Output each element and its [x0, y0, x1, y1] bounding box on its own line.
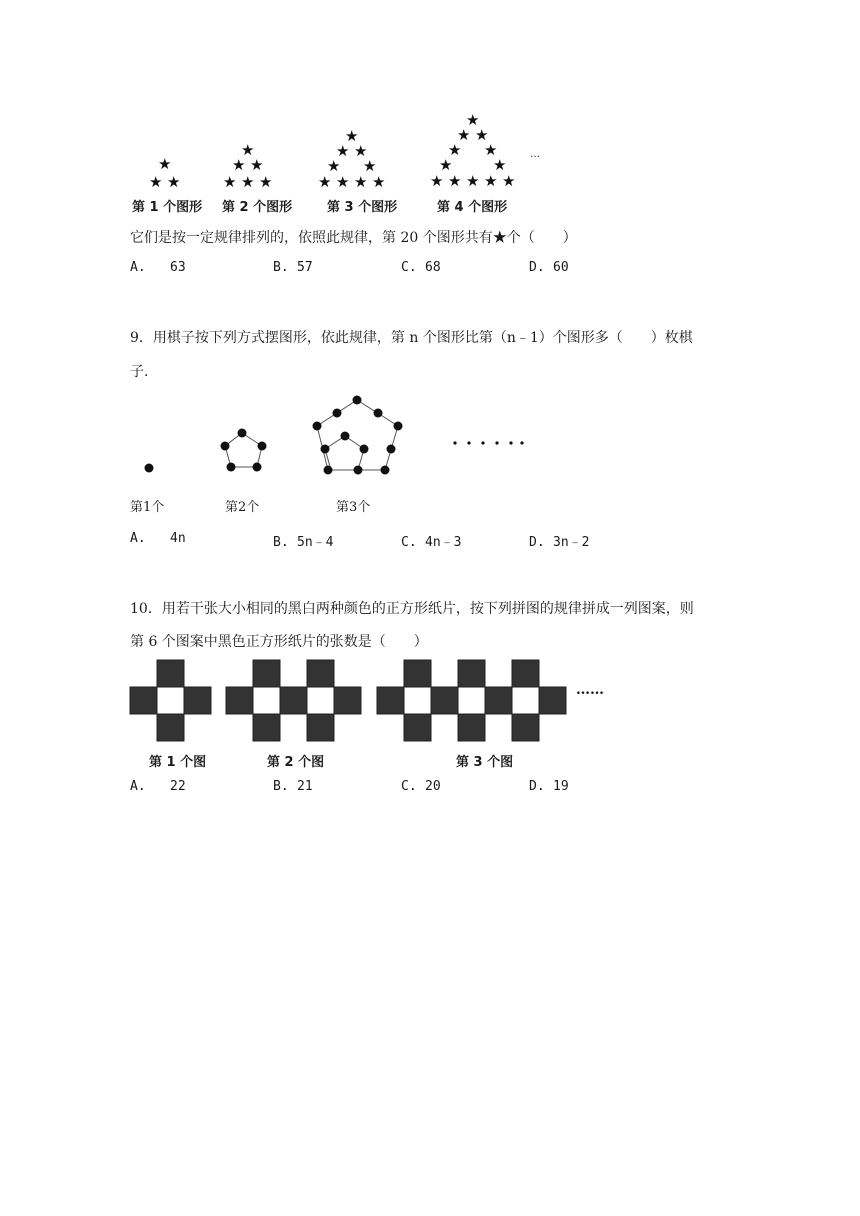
star-icon: ★: [158, 155, 172, 173]
tile-figure-2: [226, 660, 361, 741]
star-icon: ★: [484, 172, 498, 190]
option-a[interactable]: [130, 779, 186, 794]
star-icon: ★: [149, 173, 163, 191]
black-tile: [226, 687, 253, 714]
star-icon: ★: [167, 173, 181, 191]
option-d[interactable]: [529, 779, 569, 794]
figure-caption: 第 3 个图: [456, 755, 514, 770]
star-icon: ★: [336, 173, 350, 191]
star-icon: ★: [250, 156, 264, 174]
star-icon: ★: [336, 142, 350, 160]
option-label: B.: [273, 535, 289, 550]
black-tile: [157, 660, 184, 687]
star-icon: ★: [457, 126, 471, 144]
question-stem-continued: 第 6 个图案中黑色正方形纸片的张数是（ ）: [130, 634, 428, 650]
black-tile: [157, 714, 184, 741]
black-tile: [334, 687, 361, 714]
option-label: A.: [130, 531, 146, 546]
star-icon: ★: [241, 173, 255, 191]
option-label: C.: [401, 260, 417, 275]
star-icon: ★: [363, 157, 377, 175]
white-tile: [253, 687, 280, 714]
black-tile: [253, 714, 280, 741]
black-tile: [539, 687, 566, 714]
star-icon: ★: [466, 111, 480, 129]
option-label: D.: [529, 779, 545, 794]
star-icon: ★: [448, 141, 462, 159]
black-tile: [307, 714, 334, 741]
option-label: B.: [273, 260, 289, 275]
question-stem: 它们是按一定规律排列的，依照此规律，第 20 个图形共有★个（ ）: [130, 230, 577, 246]
question-stem: 10．用若干张大小相同的黑白两种颜色的正方形纸片，按下列拼图的规律拼成一列图案，则: [130, 601, 694, 617]
option-c[interactable]: [401, 779, 441, 794]
option-value: 21: [297, 779, 313, 794]
star-icon: ★: [318, 173, 332, 191]
figure-ellipsis: ……: [576, 682, 604, 698]
option-b[interactable]: [273, 779, 313, 794]
white-tile: [458, 687, 485, 714]
star-icon: ★: [354, 173, 368, 191]
option-value: 57: [297, 260, 313, 275]
star-icon: ★: [448, 172, 462, 190]
tile-figure-1: [130, 660, 211, 741]
black-tile: [307, 660, 334, 687]
option-label: D.: [529, 260, 545, 275]
star-icon: ★: [241, 141, 255, 159]
star-icon: ★: [223, 173, 237, 191]
option-value: 60: [553, 260, 569, 275]
black-tile: [404, 714, 431, 741]
star-icon: ★: [354, 142, 368, 160]
black-tile: [253, 660, 280, 687]
option-value: 22: [170, 779, 186, 794]
option-value: 19: [553, 779, 569, 794]
white-tile: [307, 687, 334, 714]
white-tile: [512, 687, 539, 714]
figure-caption: 第2个: [225, 500, 260, 515]
white-tile: [157, 687, 184, 714]
figure-caption: 第 4 个图形: [437, 200, 508, 215]
option-label: A.: [130, 779, 146, 794]
star-icon: ★: [439, 156, 453, 174]
black-tile: [512, 714, 539, 741]
figure-caption: 第1个: [130, 500, 165, 515]
option-label: B.: [273, 779, 289, 794]
star-icon: ★: [327, 157, 341, 175]
star-icon: ★: [372, 173, 386, 191]
figure-caption: 第 2 个图: [267, 755, 325, 770]
black-tile: [377, 687, 404, 714]
question-stem: 9．用棋子按下列方式摆图形，依此规律，第 n 个图形比第（n﹣1）个图形多（ ）枚棋: [130, 330, 693, 346]
star-icon: ★: [466, 172, 480, 190]
white-tile: [404, 687, 431, 714]
option-value: 68: [425, 260, 441, 275]
black-tile: [130, 687, 157, 714]
star-icon: ★: [430, 172, 444, 190]
tile-figure-3: [377, 660, 566, 741]
black-tile: [404, 660, 431, 687]
figure-caption: 第 1 个图形: [132, 200, 203, 215]
option-label: C.: [401, 779, 417, 794]
star-icon: ★: [493, 156, 507, 174]
star-icon: ★: [475, 126, 489, 144]
star-icon: ★: [232, 156, 246, 174]
option-value: 3n﹣2: [553, 535, 590, 550]
black-tile: [458, 660, 485, 687]
option-label: C.: [401, 535, 417, 550]
black-tile: [280, 687, 307, 714]
question-stem-continued: 子.: [130, 364, 149, 380]
option-value: 63: [170, 260, 186, 275]
black-tile: [485, 687, 512, 714]
figure-ellipsis: …: [530, 149, 540, 160]
option-value: 4n﹣3: [425, 535, 462, 550]
figure-caption: 第 3 个图形: [327, 200, 398, 215]
option-value: 20: [425, 779, 441, 794]
star-icon: ★: [345, 127, 359, 145]
black-tile: [431, 687, 458, 714]
option-label: A.: [130, 260, 146, 275]
option-label: D.: [529, 535, 545, 550]
star-icon: ★: [259, 173, 273, 191]
black-tile: [458, 714, 485, 741]
option-value: 5n﹣4: [297, 535, 334, 550]
option-value: 4n: [170, 531, 186, 546]
figure-caption: 第 1 个图: [149, 755, 207, 770]
black-tile: [184, 687, 211, 714]
figure-caption: 第3个: [336, 500, 371, 515]
star-icon: ★: [484, 141, 498, 159]
black-tile: [512, 660, 539, 687]
figure-caption: 第 2 个图形: [222, 200, 293, 215]
star-icon: ★: [502, 172, 516, 190]
